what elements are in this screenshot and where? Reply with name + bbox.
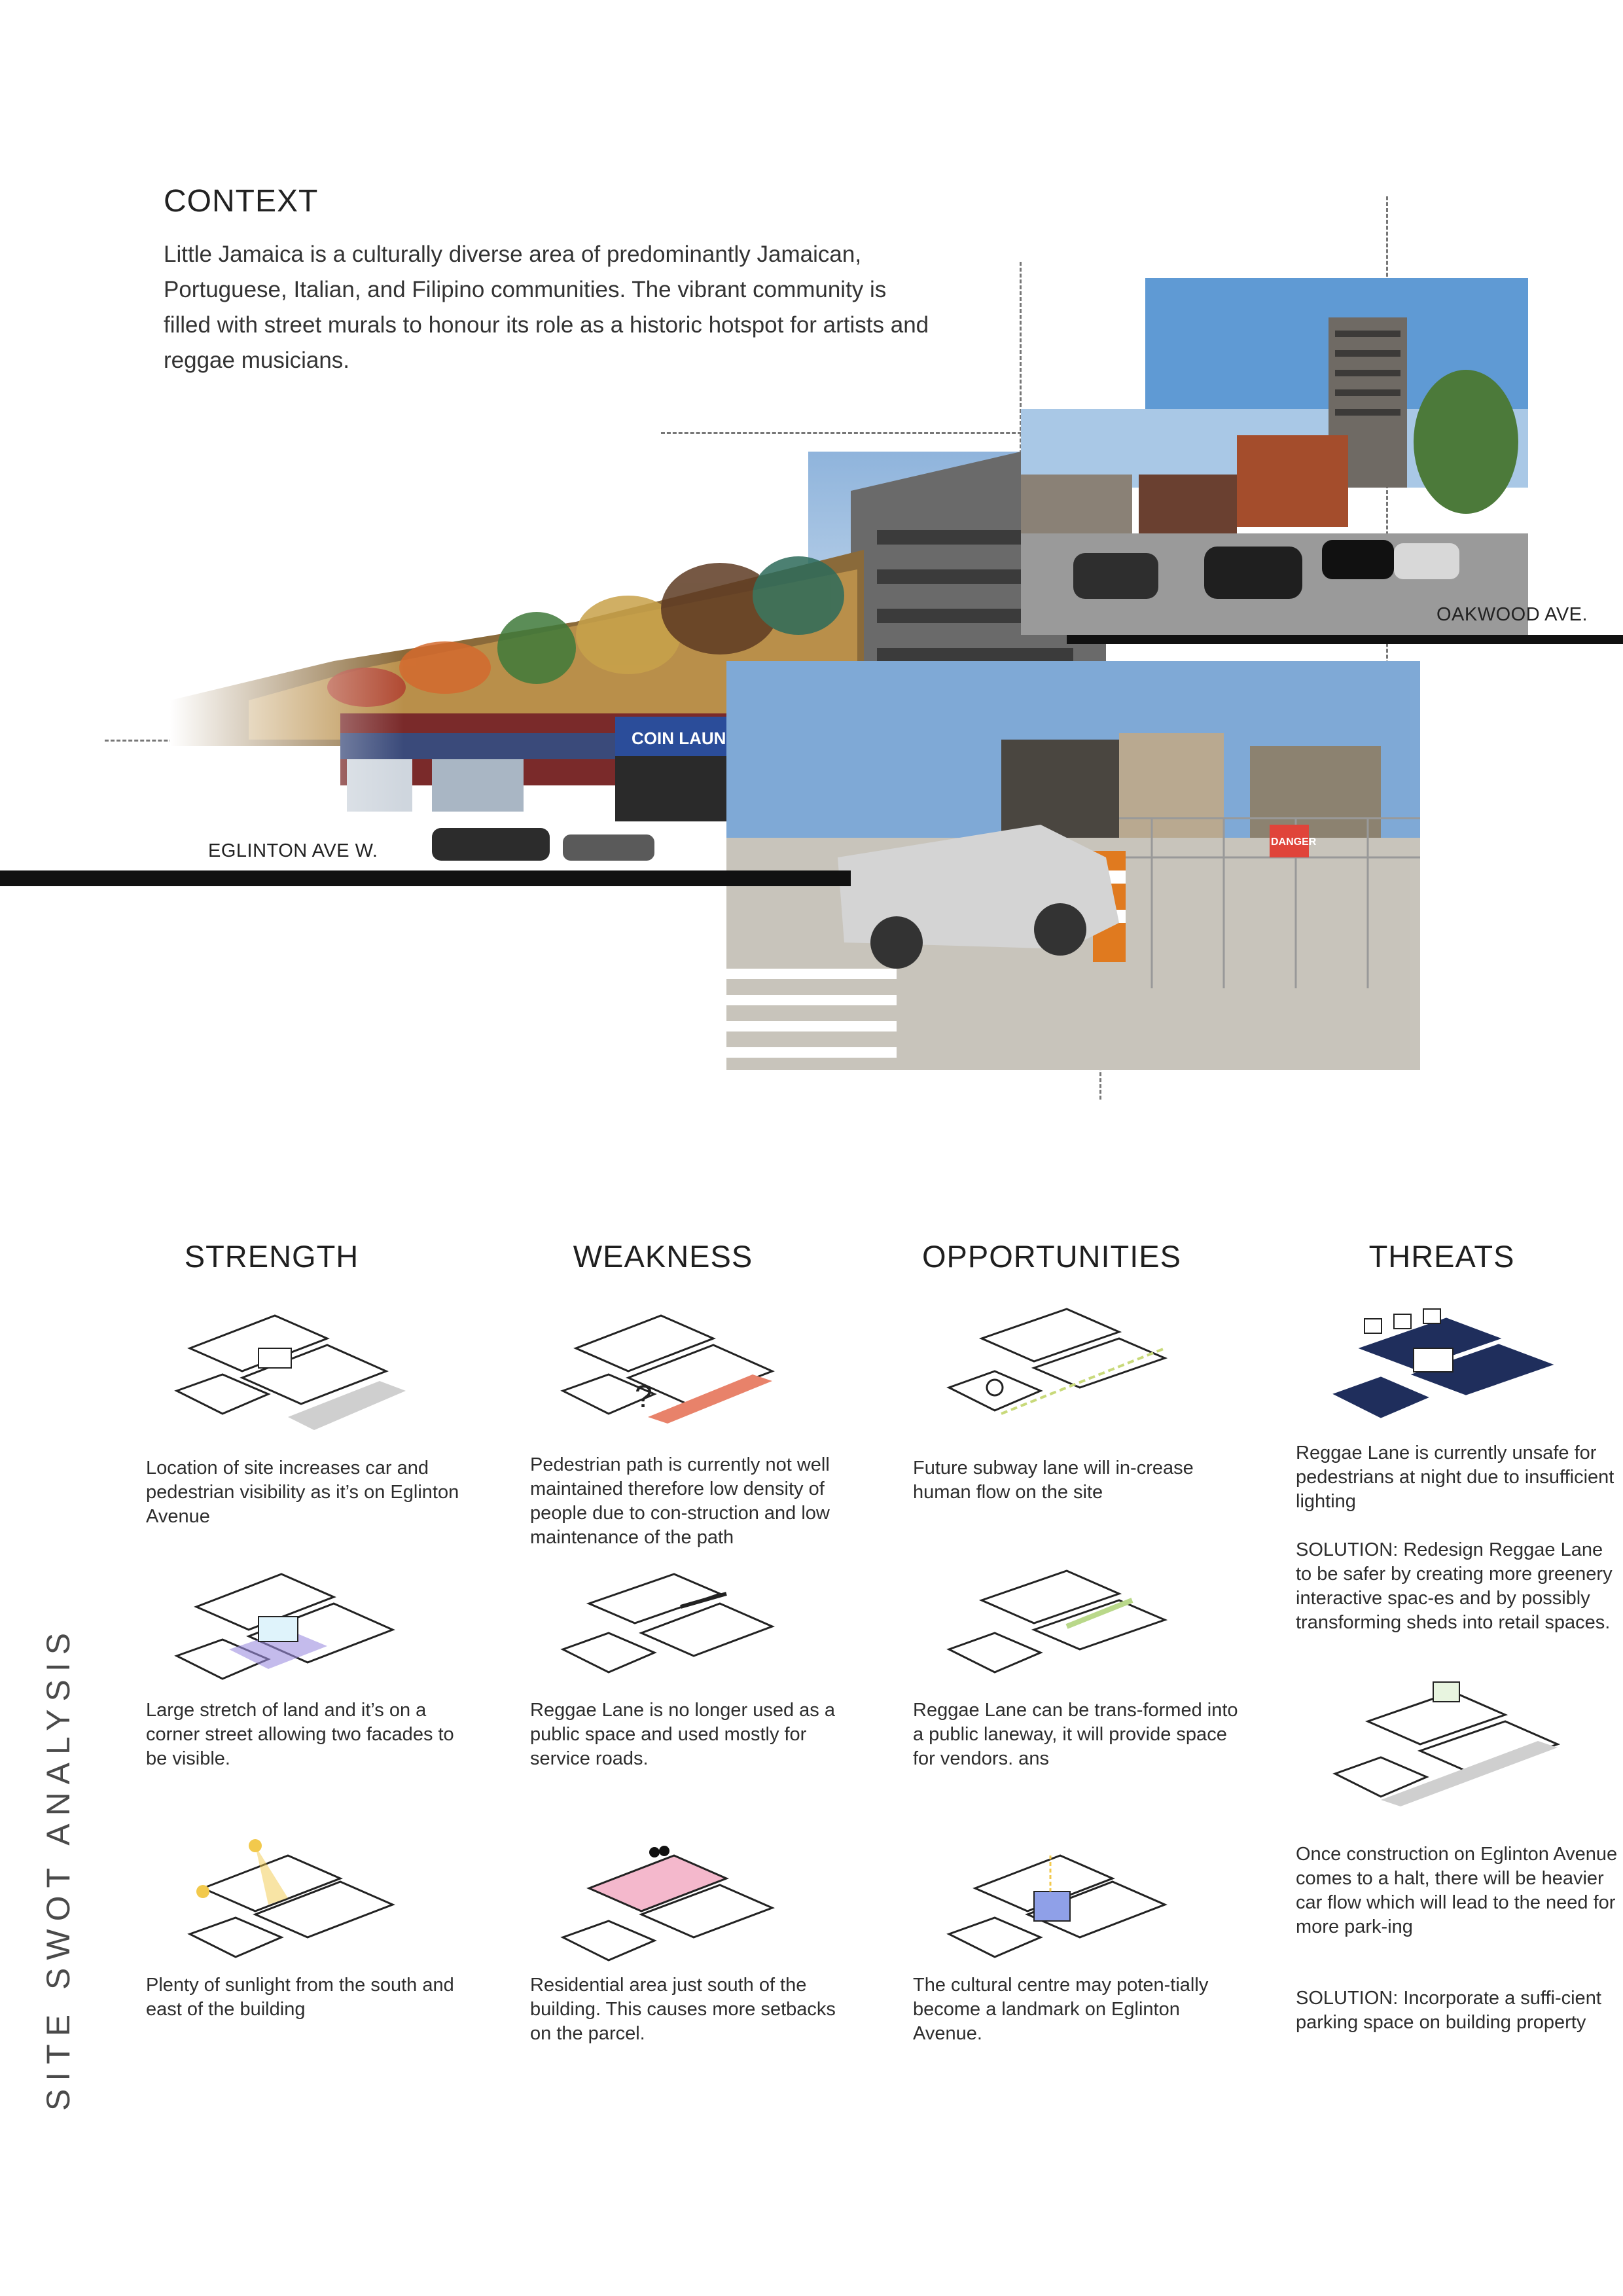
threats-text-3: Once construction on Eglinton Avenue comes to a halt, there will be heavier car flow which will lead to the need for more park-ing: [1296, 1844, 1618, 1937]
strength-diagram-corner: [170, 1564, 419, 1695]
threats-text-2: SOLUTION: Redesign Reggae Lane to be safer by creating more greenery interactive spac-es and by possibly transforming sheds into retail spaces.: [1296, 1539, 1613, 1633]
construction-photo: [726, 661, 1420, 1070]
heading-strength: STRENGTH: [184, 1239, 359, 1274]
weakness-diagram-path: [556, 1302, 805, 1433]
context-title: CONTEXT: [164, 184, 319, 219]
strength-diagram-sun: [170, 1833, 419, 1964]
opportunities-text-2: Reggae Lane can be trans-formed into a public laneway, it will provide space for vendors. ans: [913, 1700, 1238, 1769]
eglinton-road-bar: [0, 870, 851, 886]
weakness-text-2: Reggae Lane is no longer used as a public space and used mostly for service roads.: [530, 1700, 835, 1769]
threats-text-1: Reggae Lane is currently unsafe for pedestrians at night due to insufficient lighting: [1296, 1443, 1614, 1512]
opportunities-diagram-laneway: [942, 1564, 1191, 1695]
opportunities-text-1: Future subway lane will in-crease human flow on the site: [913, 1458, 1194, 1503]
svg-text:?: ?: [635, 1380, 652, 1414]
guide-line: [661, 432, 1027, 434]
threats-diagram-parking: [1329, 1676, 1577, 1806]
heading-opportunities: OPPORTUNITIES: [921, 1239, 1182, 1274]
swot-side-title: SITE SWOT ANALYSIS: [40, 1624, 77, 2111]
threats-text-4: SOLUTION: Incorporate a suffi-cient parking space on building property: [1296, 1988, 1601, 2033]
strength-text-1: Location of site increases car and pedestrian visibility as it’s on Eglinton Avenue: [146, 1458, 459, 1527]
opportunities-diagram-subway: [942, 1302, 1191, 1433]
opportunities-text-3: The cultural centre may poten-tially become a landmark on Eglinton Avenue.: [913, 1975, 1209, 2044]
oakwood-photo: [1021, 278, 1528, 635]
oakwood-road-bar: [1067, 635, 1623, 644]
context-body: Little Jamaica is a culturally diverse area of predominantly Jamaican, Portuguese, Italian, and Filipino communities. The vibrant community is filled with street murals to honour its role as a historic hotspot for artists and reggae musicians.: [164, 242, 929, 373]
weakness-diagram-residential: [556, 1833, 805, 1964]
heading-weakness: WEAKNESS: [573, 1239, 753, 1274]
heading-threats: THREATS: [1368, 1239, 1515, 1274]
oakwood-label: OAKWOOD AVE.: [1436, 604, 1588, 625]
weakness-diagram-lane: [556, 1564, 805, 1695]
weakness-text-1: Pedestrian path is currently not well maintained therefore low density of people due to con-struction and low maintenance of the path: [530, 1454, 830, 1548]
threats-diagram-night: [1329, 1302, 1577, 1433]
eglinton-label: EGLINTON AVE W.: [208, 840, 378, 861]
opportunities-diagram-landmark: [942, 1833, 1191, 1964]
danger-sign: DANGER: [1271, 836, 1317, 848]
weakness-text-3: Residential area just south of the building. This causes more setbacks on the parcel.: [530, 1975, 836, 2044]
strength-diagram-visibility: [170, 1302, 419, 1433]
strength-text-2: Large stretch of land and it’s on a corner street allowing two facades to be visible.: [146, 1700, 454, 1769]
strength-text-3: Plenty of sunlight from the south and east of the building: [146, 1975, 454, 2020]
